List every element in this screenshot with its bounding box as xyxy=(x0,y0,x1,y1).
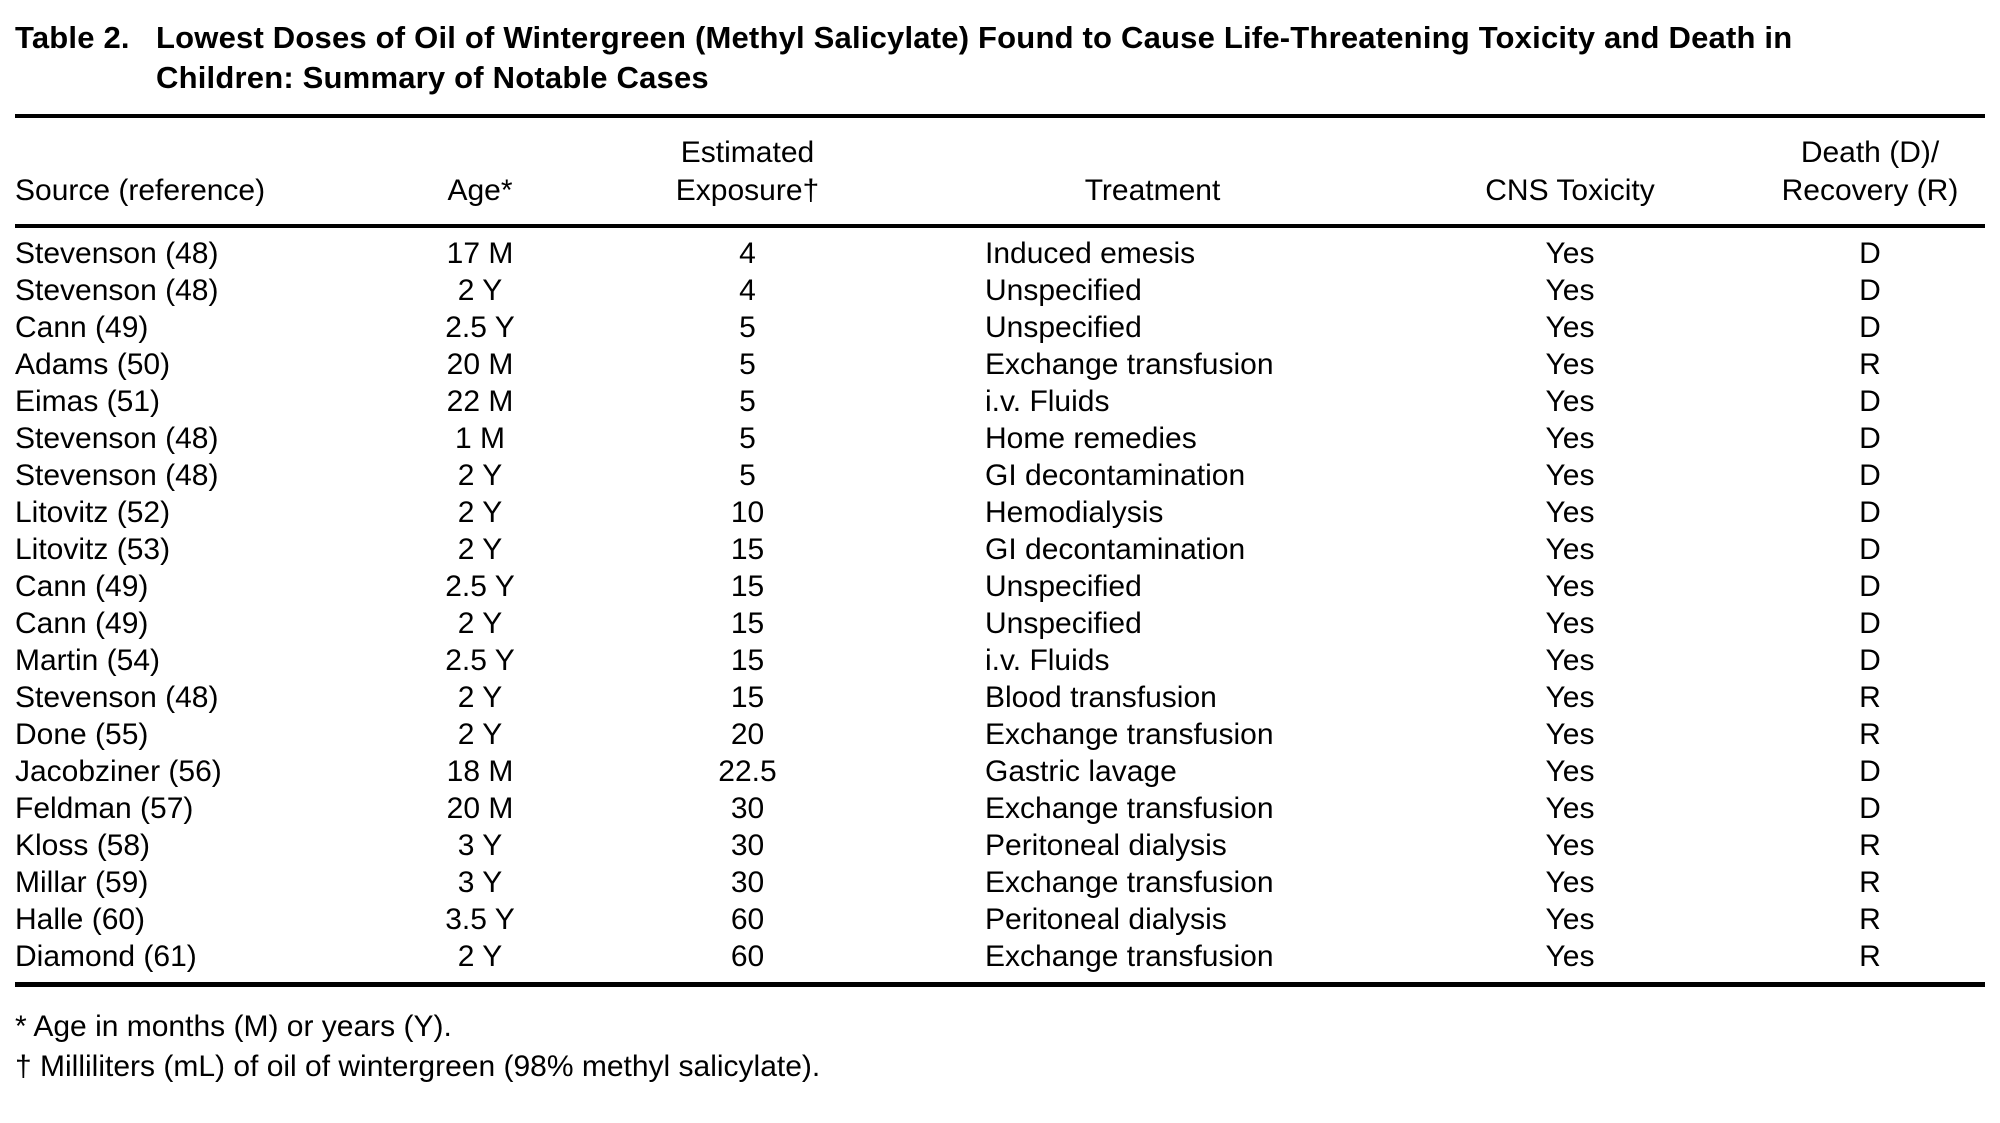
table-header xyxy=(15,118,1985,226)
table-row xyxy=(15,827,1985,864)
cell-age: 2.5 Y xyxy=(445,311,515,344)
cell-source: Halle (60) xyxy=(15,903,146,936)
cell-exposure: 10 xyxy=(730,496,765,529)
cell-exposure: 5 xyxy=(739,459,756,492)
column-header-outcome-line1: Death (D)/ xyxy=(1800,136,1940,169)
cell-age: 17 M xyxy=(446,237,514,270)
cell-outcome: D xyxy=(1859,496,1881,529)
cell-outcome: D xyxy=(1859,385,1881,418)
cell-age: 2 Y xyxy=(457,459,503,492)
column-header-cns-toxicity xyxy=(1385,118,1755,226)
column-header-age-line2: Age* xyxy=(447,174,513,207)
cell-cns_toxicity: Yes xyxy=(1545,792,1595,825)
cell-source: Stevenson (48) xyxy=(15,459,219,492)
cell-treatment: Exchange transfusion xyxy=(985,792,1274,825)
table-row xyxy=(15,716,1985,753)
cell-outcome: D xyxy=(1859,607,1881,640)
cell-cns_toxicity: Yes xyxy=(1545,311,1595,344)
cell-treatment: Unspecified xyxy=(985,607,1142,640)
cell-age: 2 Y xyxy=(457,496,503,529)
column-header-exposure-line1: Estimated xyxy=(680,136,815,169)
cell-cns_toxicity: Yes xyxy=(1545,607,1595,640)
cell-outcome: R xyxy=(1859,681,1881,714)
bottom-rule xyxy=(15,982,1985,987)
cell-source: Diamond (61) xyxy=(15,940,197,973)
cell-treatment: Blood transfusion xyxy=(985,681,1217,714)
cell-age: 20 M xyxy=(446,792,514,825)
cases-table xyxy=(15,118,1985,982)
cell-exposure: 15 xyxy=(730,533,765,566)
cell-treatment: GI decontamination xyxy=(985,533,1246,566)
cell-cns_toxicity: Yes xyxy=(1545,274,1595,307)
cell-source: Eimas (51) xyxy=(15,385,161,418)
cell-exposure: 22.5 xyxy=(718,755,777,788)
cell-exposure: 20 xyxy=(730,718,765,751)
cell-outcome: D xyxy=(1859,422,1881,455)
cell-exposure: 15 xyxy=(730,644,765,677)
table-row xyxy=(15,901,1985,938)
cell-source: Stevenson (48) xyxy=(15,681,219,714)
cell-exposure: 30 xyxy=(730,829,765,862)
cell-cns_toxicity: Yes xyxy=(1545,718,1595,751)
table-row xyxy=(15,642,1985,679)
table-row xyxy=(15,309,1985,346)
cell-exposure: 15 xyxy=(730,570,765,603)
table-caption-title xyxy=(156,18,1985,98)
cell-outcome: R xyxy=(1859,866,1881,899)
column-header-source xyxy=(15,118,385,226)
cell-cns_toxicity: Yes xyxy=(1545,829,1595,862)
cell-exposure: 5 xyxy=(739,422,756,455)
cell-treatment: Unspecified xyxy=(985,311,1142,344)
cell-age: 18 M xyxy=(446,755,514,788)
cell-outcome: D xyxy=(1859,311,1881,344)
cell-cns_toxicity: Yes xyxy=(1545,385,1595,418)
cell-exposure: 30 xyxy=(730,792,765,825)
cell-exposure: 30 xyxy=(730,866,765,899)
cell-outcome: D xyxy=(1859,755,1881,788)
cell-source: Stevenson (48) xyxy=(15,274,219,307)
table-row xyxy=(15,420,1985,457)
cell-exposure: 5 xyxy=(739,348,756,381)
table-header-row xyxy=(15,118,1985,226)
cell-treatment: Gastric lavage xyxy=(985,755,1177,788)
table-caption-title-line-1: Lowest Doses of Oil of Wintergreen (Methyl Salicylate) Found to Cause Life-Threatening Toxicity and Death in xyxy=(156,20,1793,55)
cell-source: Cann (49) xyxy=(15,311,149,344)
cell-cns_toxicity: Yes xyxy=(1545,903,1595,936)
cell-cns_toxicity: Yes xyxy=(1545,644,1595,677)
cell-cns_toxicity: Yes xyxy=(1545,755,1595,788)
cell-treatment: Peritoneal dialysis xyxy=(985,903,1227,936)
cell-age: 3 Y xyxy=(457,829,503,862)
cell-exposure: 5 xyxy=(739,385,756,418)
table-row xyxy=(15,346,1985,383)
footnote-age: * Age in months (M) or years (Y). xyxy=(15,1010,452,1043)
table-row xyxy=(15,753,1985,790)
cell-outcome: R xyxy=(1859,348,1881,381)
cell-outcome: R xyxy=(1859,903,1881,936)
cell-source: Stevenson (48) xyxy=(15,422,219,455)
cell-source: Litovitz (52) xyxy=(15,496,171,529)
column-header-age xyxy=(385,118,575,226)
cell-outcome: D xyxy=(1859,792,1881,825)
cell-source: Litovitz (53) xyxy=(15,533,171,566)
cell-source: Jacobziner (56) xyxy=(15,755,222,788)
cell-outcome: D xyxy=(1859,570,1881,603)
cell-source: Feldman (57) xyxy=(15,792,194,825)
cell-age: 2 Y xyxy=(457,718,503,751)
cell-exposure: 4 xyxy=(739,274,756,307)
cell-age: 2 Y xyxy=(457,607,503,640)
cell-treatment: i.v. Fluids xyxy=(985,385,1110,418)
cell-source: Cann (49) xyxy=(15,570,149,603)
table-caption-label: Table 2. xyxy=(15,20,130,55)
cell-outcome: R xyxy=(1859,940,1881,973)
column-header-outcome-line2: Recovery (R) xyxy=(1781,174,1959,207)
cell-source: Martin (54) xyxy=(15,644,161,677)
table-row xyxy=(15,679,1985,716)
table-row xyxy=(15,226,1985,272)
cell-cns_toxicity: Yes xyxy=(1545,533,1595,566)
table-row xyxy=(15,568,1985,605)
cell-treatment: Peritoneal dialysis xyxy=(985,829,1227,862)
cell-exposure: 60 xyxy=(730,940,765,973)
table-row xyxy=(15,457,1985,494)
cell-source: Adams (50) xyxy=(15,348,171,381)
cell-cns_toxicity: Yes xyxy=(1545,496,1595,529)
table-row xyxy=(15,790,1985,827)
table-caption xyxy=(15,18,1985,98)
cell-age: 2.5 Y xyxy=(445,570,515,603)
cell-age: 2 Y xyxy=(457,274,503,307)
cell-source: Done (55) xyxy=(15,718,149,751)
cell-outcome: D xyxy=(1859,459,1881,492)
cell-age: 22 M xyxy=(446,385,514,418)
cell-outcome: R xyxy=(1859,829,1881,862)
cell-exposure: 5 xyxy=(739,311,756,344)
table-row xyxy=(15,494,1985,531)
cell-treatment: Exchange transfusion xyxy=(985,866,1274,899)
cell-exposure: 4 xyxy=(739,237,756,270)
table-row xyxy=(15,605,1985,642)
cell-treatment: Unspecified xyxy=(985,274,1142,307)
cell-age: 3 Y xyxy=(457,866,503,899)
column-header-cns-toxicity-line2: CNS Toxicity xyxy=(1485,174,1655,207)
cell-exposure: 15 xyxy=(730,607,765,640)
table-footnotes xyxy=(15,1007,1985,1087)
table-row xyxy=(15,864,1985,901)
cell-treatment: i.v. Fluids xyxy=(985,644,1110,677)
cell-age: 20 M xyxy=(446,348,514,381)
cell-source: Millar (59) xyxy=(15,866,149,899)
cell-cns_toxicity: Yes xyxy=(1545,940,1595,973)
cell-treatment: Exchange transfusion xyxy=(985,940,1274,973)
table-body xyxy=(15,226,1985,982)
column-header-exposure-line2: Exposure† xyxy=(675,174,820,207)
cell-treatment: Exchange transfusion xyxy=(985,718,1274,751)
cell-cns_toxicity: Yes xyxy=(1545,237,1595,270)
cell-age: 2 Y xyxy=(457,533,503,566)
cell-cns_toxicity: Yes xyxy=(1545,866,1595,899)
cell-age: 2 Y xyxy=(457,940,503,973)
cell-cns_toxicity: Yes xyxy=(1545,459,1595,492)
cell-cns_toxicity: Yes xyxy=(1545,422,1595,455)
cell-treatment: Exchange transfusion xyxy=(985,348,1274,381)
cell-cns_toxicity: Yes xyxy=(1545,570,1595,603)
column-header-outcome xyxy=(1755,118,1985,226)
cell-exposure: 60 xyxy=(730,903,765,936)
cell-outcome: D xyxy=(1859,274,1881,307)
column-header-treatment-line2: Treatment xyxy=(1084,174,1221,207)
cell-outcome: D xyxy=(1859,533,1881,566)
cell-outcome: R xyxy=(1859,718,1881,751)
cell-treatment: GI decontamination xyxy=(985,459,1246,492)
cell-age: 2 Y xyxy=(457,681,503,714)
table-row xyxy=(15,383,1985,420)
cell-outcome: D xyxy=(1859,644,1881,677)
table-row xyxy=(15,531,1985,568)
cell-treatment: Induced emesis xyxy=(985,237,1196,270)
column-header-exposure xyxy=(575,118,920,226)
cell-treatment: Hemodialysis xyxy=(985,496,1164,529)
table-caption-title-line-2: Children: Summary of Notable Cases xyxy=(156,60,709,95)
cell-age: 1 M xyxy=(454,422,505,455)
cell-exposure: 15 xyxy=(730,681,765,714)
cell-treatment: Unspecified xyxy=(985,570,1142,603)
cell-treatment: Home remedies xyxy=(985,422,1197,455)
table-row xyxy=(15,272,1985,309)
cell-cns_toxicity: Yes xyxy=(1545,681,1595,714)
footnote-milliliters: † Milliliters (mL) of oil of wintergreen (98% methyl salicylate). xyxy=(15,1050,821,1083)
cell-outcome: D xyxy=(1859,237,1881,270)
cell-age: 3.5 Y xyxy=(445,903,515,936)
table-row xyxy=(15,938,1985,982)
cell-source: Stevenson (48) xyxy=(15,237,219,270)
column-header-treatment xyxy=(920,118,1385,226)
cell-age: 2.5 Y xyxy=(445,644,515,677)
cell-cns_toxicity: Yes xyxy=(1545,348,1595,381)
column-header-source-line2: Source (reference) xyxy=(15,174,266,207)
cell-source: Cann (49) xyxy=(15,607,149,640)
cell-source: Kloss (58) xyxy=(15,829,151,862)
